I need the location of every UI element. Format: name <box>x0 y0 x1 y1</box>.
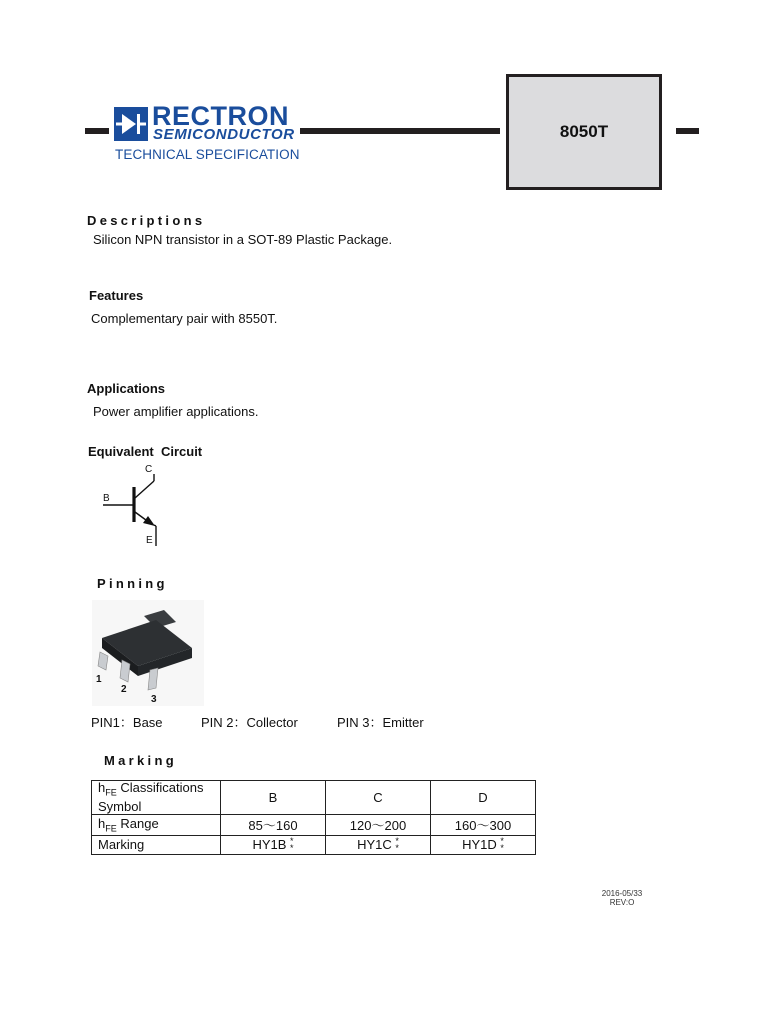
range-b: 85～160 <box>221 814 326 835</box>
header-rule-middle <box>300 128 500 134</box>
part-number: 8050T <box>559 122 609 141</box>
marking-b-suffix: * * <box>290 836 294 854</box>
applications-title: Applications <box>87 381 166 396</box>
pin1-description: PIN1：Base <box>91 715 163 730</box>
applications-text: Power amplifier applications. <box>93 404 259 419</box>
marking-c: HY1C * * <box>326 835 431 854</box>
descriptions-text: Silicon NPN transistor in a SOT-89 Plastic Package. <box>93 232 393 247</box>
marking-table <box>91 780 536 855</box>
pin-number-3: 3 <box>151 694 157 705</box>
range-d: 160～300 <box>431 814 536 835</box>
pinning-title: Pinning <box>97 576 168 591</box>
table-row <box>92 835 536 854</box>
pin3-description: PIN 3：Emitter <box>337 715 424 730</box>
pin-number-2: 2 <box>121 684 127 695</box>
header-rule-right <box>676 128 699 134</box>
brand-name: RECTRON <box>152 101 289 131</box>
table-row <box>92 781 536 815</box>
row-header-classification: $h_{FE}$ Classifications Symbol <box>92 781 221 815</box>
rectron-logo-icon <box>114 107 148 141</box>
marking-title: Marking <box>104 753 177 768</box>
marking-b: HY1B * * <box>221 835 326 854</box>
table-row <box>92 814 536 835</box>
footer-date: 2016-05/33 <box>601 889 643 898</box>
pin-number-1: 1 <box>96 674 102 685</box>
marking-d-suffix: * * <box>500 836 504 854</box>
npn-transistor-symbol <box>98 462 168 550</box>
base-label: B <box>103 493 110 504</box>
classification-b: B <box>221 781 326 815</box>
brand-tagline: TECHNICAL SPECIFICATION <box>115 147 300 162</box>
row-header-marking: Marking <box>92 835 221 854</box>
equivalent-circuit-title: Equivalent Circuit <box>88 444 203 459</box>
pin2-description: PIN 2：Collector <box>201 715 298 730</box>
range-c: 120～200 <box>326 814 431 835</box>
row-header-range: $h_{FE}$ Range <box>92 814 221 835</box>
descriptions-title: Descriptions <box>87 213 206 228</box>
sot89-package-image <box>92 600 204 706</box>
header-rule-left <box>85 128 109 134</box>
features-title: Features <box>89 288 144 303</box>
collector-label: C <box>145 464 153 475</box>
marking-c-suffix: * * <box>395 836 399 854</box>
footer-revision: REV:O <box>609 898 635 907</box>
classification-c: C <box>326 781 431 815</box>
part-number-box <box>506 74 662 190</box>
marking-d: HY1D * * <box>431 835 536 854</box>
brand-subtitle: SEMICONDUCTOR <box>153 126 295 143</box>
features-text: Complementary pair with 8550T. <box>91 311 278 326</box>
emitter-label: E <box>146 535 153 546</box>
classification-d: D <box>431 781 536 815</box>
